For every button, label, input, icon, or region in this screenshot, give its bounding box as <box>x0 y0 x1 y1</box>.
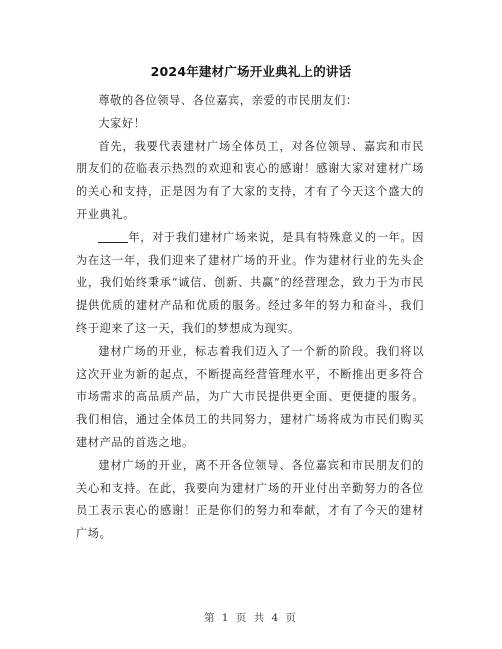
document-body <box>76 90 424 546</box>
greeting: 大家好！ <box>98 116 146 130</box>
salutation: 尊敬的各位领导、各位嘉宾，亲爱的市民朋友们： <box>98 94 358 107</box>
document-title: 2024年建材广场开业典礼上的讲话 <box>150 64 352 79</box>
paragraph-thanks: 首先，我要代表建材广场全体员工，对各位领导、嘉宾和市民朋友们的莅临表示热烈的欢迎和衷心的感谢！感谢大家对建材广场的关心和支持，正是因为有了大家的支持，才有了今天这个盛大的开业典礼。 <box>76 139 424 221</box>
paragraph-gratitude: 建材广场的开业，离不开各位领导、各位嘉宾和市民朋友们的关心和支持。在此，我要向为建材广场的开业付出辛勤努力的各位员工表示衷心的感谢！正是你们的努力和奉献，才有了今天的建材广场。 <box>76 458 424 541</box>
page-footer: 第 1 页 共 4 页 <box>203 612 299 624</box>
paragraph-year-text: 年，对于我们建材广场来说，是具有特殊意义的一年。因为在这一年，我们迎来了建材广场的开业。作为建材行业的先头企业，我们始终秉承“诚信、创新、共赢”的经营理念，致力于为市民提供优质的建材产品和优质的服务。经过多年的努力和奋斗，我们终于迎来了这一天，我们的梦想成为现实。 <box>76 230 424 335</box>
paragraph-year <box>76 227 424 341</box>
blank-underline <box>98 230 128 243</box>
paragraph-new-stage: 建材广场的开业，标志着我们迈入了一个新的阶段。我们将以这次开业为新的起点，不断提高经营管理水平，不断推出更多符合市场需求的高品质产品，为广大市民提供更全面、更便捷的服务。我们相信，通过全体员工的共同努力，建材广场将成为市民们购买建材产品的首选之地。 <box>76 344 424 449</box>
